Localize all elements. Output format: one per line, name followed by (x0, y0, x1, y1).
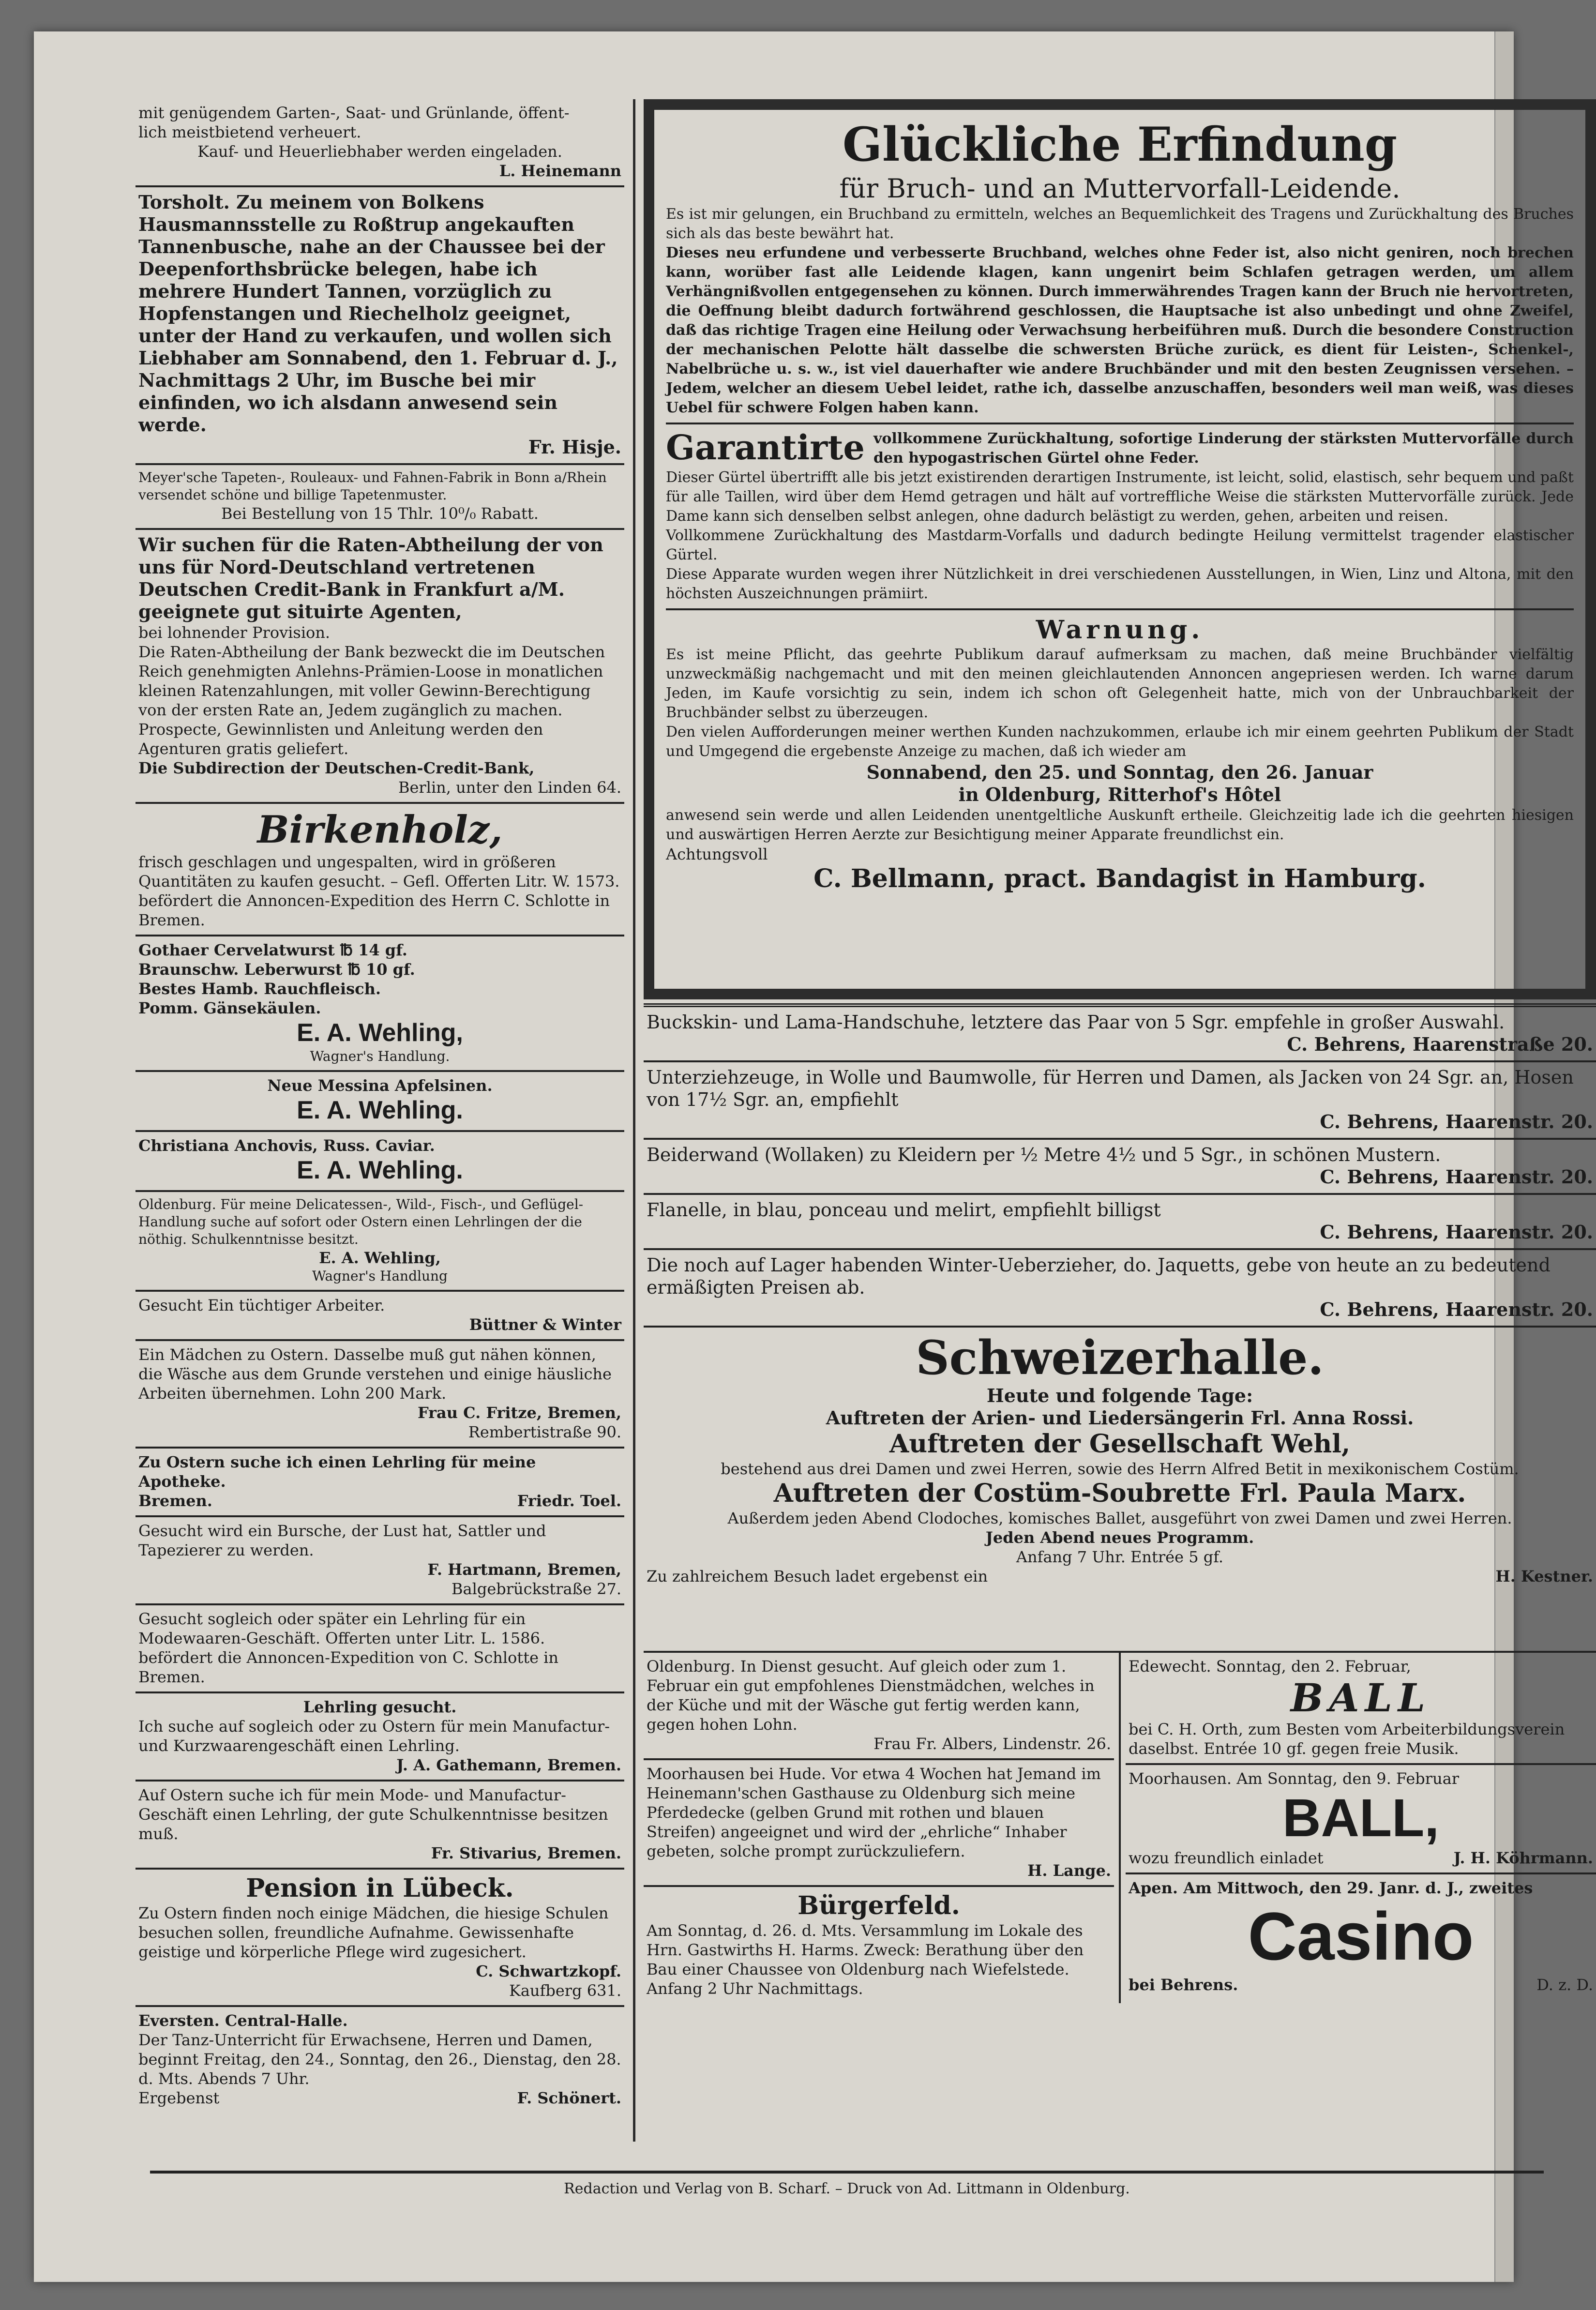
ad-text: Edewecht. Sonntag, den 2. Februar, (1129, 1657, 1411, 1676)
ad-text: Braunschw. Leberwurst ℔ 10 gf. (138, 960, 415, 979)
ad-headline: Eversten. Central-Halle. (138, 2011, 348, 2030)
right-column (644, 99, 1596, 2149)
ad-signature: J. H. Köhrmann. (1453, 1849, 1593, 1867)
ad-text: Wagner's Handlung. (310, 1048, 450, 1064)
ad-headline: BALL (1290, 1675, 1431, 1721)
ad-text: Moorhausen. Am Sonntag, den 9. Februar (1129, 1769, 1460, 1788)
ad-text: lich meistbietend verheuert. (138, 123, 361, 141)
ad-signature: F. Schönert. (517, 2089, 621, 2107)
ad-address: Kaufberg 631. (509, 1981, 621, 2000)
ad-text: Gesucht sogleich oder später ein Lehrling für ein Modewaaren-Geschäft. Offerten unter Litr. L. 1586. befördert die Annoncen-Expedition von C. Schlotte in Bremen. (138, 1610, 559, 1686)
ad-meyer-tapeten (136, 465, 624, 530)
ad-signature: E. A. Wehling, (297, 1019, 463, 1047)
ad-stivarius (136, 1782, 624, 1870)
ad-signature: Frau Fr. Albers, Lindenstr. 26. (873, 1735, 1111, 1753)
rule (666, 423, 1574, 424)
ad-fritze (136, 1341, 624, 1449)
ad-buettner (136, 1292, 624, 1341)
imprint-footer: Redaction und Verlag von B. Scharf. – Druck von Ad. Littmann in Oldenburg. (150, 2171, 1544, 2197)
ad-headline: BALL, (1282, 1788, 1439, 1848)
bottom-grid (644, 1653, 1596, 2003)
ad-text: Die Raten-Abtheilung der Bank bezweckt die im Deutschen Reich genehmigten Anlehns-Prämien-Loose in monatlichen kleinen Ratenzahlungen, mit voller Gewinn-Berechtigung von der ersten Rate an, Jedem zugänglich zu machen. Prospecte, Gewinnlisten und Anleitung werden den Agenturen gratis geliefert. (138, 643, 605, 758)
ad-signature: Die Subdirection der Deutschen-Credit-Bank, (138, 759, 535, 777)
bottom-left (644, 1653, 1121, 2003)
ad-text: Auf Ostern suche ich für mein Mode- und Manufactur-Geschäft einen Lehrling, der gute Schulkenntnisse besitzen muß. (138, 1786, 608, 1843)
ad-headline: Garantirte (666, 427, 865, 468)
ad-schweizerhalle (644, 1328, 1596, 1653)
ad-behrens-4 (644, 1195, 1596, 1250)
ad-text: Ergebenst (138, 2089, 220, 2107)
ad-text: Bestes Hamb. Rauchfleisch. (138, 980, 381, 998)
ad-wehling-4 (136, 1192, 624, 1292)
rule (666, 608, 1574, 610)
ad-text: Auftreten der Arien- und Liedersängerin Frl. Anna Rossi. (826, 1407, 1414, 1429)
ad-headline: Warnung. (1036, 615, 1204, 645)
ad-text: bei C. H. Orth, zum Besten vom Arbeiterbildungsverein daselbst. Entrée 10 gf. gegen freie Musik. (1129, 1720, 1565, 1758)
ad-signature: E. A. Wehling, (319, 1249, 441, 1267)
ad-text: frisch geschlagen und ungespalten, wird in größeren Quantitäten zu kaufen gesucht. – Gefl. Offerten Litr. W. 1573. befördert die Annoncen-Expedition des Herrn C. Schlotte in Bremen. (138, 853, 620, 929)
ad-text: bei Behrens. (1129, 1976, 1238, 1994)
ad-text: mit genügendem Garten-, Saat- und Grünlande, öffent- (138, 104, 570, 122)
ad-text: Gothaer Cervelatwurst ℔ 14 gf. (138, 941, 407, 959)
ad-casino (1126, 1874, 1596, 1999)
ad-text: Auftreten der Costüm-Soubrette Frl. Paula Marx. (773, 1479, 1466, 1508)
ad-hartmann (136, 1517, 624, 1605)
ad-behrens-3 (644, 1140, 1596, 1195)
ad-hisje (136, 187, 624, 465)
ad-text: Gesucht wird ein Bursche, der Lust hat, Sattler und Tapezierer zu werden. (138, 1522, 546, 1559)
ad-ball-edewecht (1126, 1653, 1596, 1765)
ad-signature: C. Behrens, Haarenstr. 20. (1320, 1111, 1593, 1132)
ad-text: Pomm. Gänsekäulen. (138, 999, 321, 1017)
ad-signature: Frau C. Fritze, Bremen, (418, 1404, 621, 1422)
ad-text: Unterziehzeuge, in Wolle und Baumwolle, für Herren und Damen, als Jacken von 24 Sgr. an, Hosen von 17½ Sgr. an, empfiehlt (647, 1067, 1574, 1110)
ad-headline: Bürgerfeld. (798, 1891, 960, 1920)
ad-toel (136, 1449, 624, 1517)
ad-text: Flanelle, in blau, ponceau und melirt, empfiehlt billigst (647, 1199, 1161, 1221)
ad-text: bestehend aus drei Damen und zwei Herren, sowie des Herrn Alfred Betit in mexikonischem Costüm. (721, 1460, 1519, 1478)
ad-heinemann (136, 99, 624, 187)
ad-signature: H. Lange. (1027, 1861, 1111, 1880)
ad-text: Bei Bestellung von 15 Thlr. 10⁰/₀ Rabatt. (221, 504, 539, 523)
ad-text: Kauf- und Heuerliebhaber werden eingeladen. (197, 142, 562, 161)
ad-text: bei lohnender Provision. (138, 623, 331, 642)
ad-headline: Lehrling gesucht. (303, 1698, 457, 1716)
ad-text: Achtungsvoll (666, 845, 768, 863)
ad-pension (136, 1870, 624, 2007)
ad-address: Berlin, unter den Linden 64. (398, 778, 621, 797)
ad-buergerfeld (644, 1887, 1114, 2003)
ad-signature: E. A. Wehling. (297, 1156, 463, 1184)
ad-signature: F. Hartmann, Bremen, (427, 1560, 621, 1579)
ad-text: Apen. Am Mittwoch, den 29. Janr. d. J., zweites (1129, 1879, 1533, 1897)
ad-headline: Birkenholz, (257, 808, 503, 852)
ad-text: Außerdem jeden Abend Clodoches, komisches Ballet, ausgeführt von zwei Damen und zwei Herren. (727, 1509, 1512, 1527)
ad-headline: Pension in Lübeck. (246, 1873, 514, 1903)
ad-wehling-1 (136, 936, 624, 1072)
ad-signature: D. z. D. (1536, 1976, 1593, 1994)
ad-text: vollkommene Zurückhaltung, sofortige Linderung der stärksten Muttervorfälle durch den hypogastrischen Gürtel ohne Feder. (873, 430, 1574, 467)
ad-signature: H. Kestner. (1495, 1567, 1593, 1585)
ad-address: Rembertistraße 90. (468, 1423, 621, 1441)
ad-text: Dieses neu erfundene und verbesserte Bruchband, welches ohne Feder ist, also nicht geniren, noch brechen kann, worüber fast alle Leidende klagen, kann ungenirt beim Schlafen getragen werden, um allem Verhängnißvollen entgegensehen zu können. Durch immerwährendes Tragen kann der Bruch nie hervortreten, die Oeffnung bleibt dadurch fortwährend geschlossen, die Hauptsache ist also unbedingt und ohne Zweifel, daß das richtige Tragen eine Heilung oder Verwachsung herbeiführen muß. Durch die besondere Construction der mechanischen Pelotte hält dasselbe die schwersten Brüche zurück, es dient für Leisten-, Schenkel-, Nabelbrüche u. s. w., ist viel dauerhafter wie andere Bruchbänder und mit den besten Zeugnissen versehen. – Jedem, welcher an diesem Uebel leidet, rathe ich, dasselbe anzuschaffen, besonders weil man weiß, was dieses Uebel für schwere Folgen haben kann. (666, 244, 1574, 416)
ad-lange (644, 1760, 1114, 1887)
ad-behrens-1 (644, 1007, 1596, 1062)
ad-text: Es ist mir gelungen, ein Bruchband zu ermitteln, welches an Bequemlichkeit des Tragens und Zurückhaltung des Bruches sich als das beste bewährt hat. (666, 206, 1574, 242)
ad-text: Oldenburg. In Dienst gesucht. Auf gleich oder zum 1. Februar ein gut empfohlenes Dienstmädchen, welches in der Küche und mit der Wäsche gut fertig werden kann, gegen hohen Lohn. (647, 1657, 1095, 1734)
ad-modewaaren (136, 1605, 624, 1693)
ad-headline: Wir suchen für die Raten-Abtheilung der von uns für Nord-Deutschland vertretenen Deutschen Credit-Bank in Frankfurt a/M. geeignete gut situirte Agenten, (138, 534, 603, 622)
ad-wehling-3 (136, 1132, 624, 1192)
ad-text: Moorhausen bei Hude. Vor etwa 4 Wochen hat Jemand im Heinemann'schen Gasthause zu Oldenburg sich meine Pferdedecke (gelben Grund mit rothen und blauen Streifen) angeeignet und wird der „ehrliche“ Inhaber gebeten, solche prompt zurückzuliefern. (647, 1765, 1101, 1860)
ad-text: Auftreten der Gesellschaft Wehl, (889, 1429, 1351, 1459)
ad-albers (644, 1653, 1114, 1760)
column-divider (633, 99, 635, 2142)
ad-address: Balgebrückstraße 27. (452, 1580, 621, 1598)
ad-text: Gesucht Ein tüchtiger Arbeiter. (138, 1296, 385, 1314)
ad-text: Beiderwand (Wollaken) zu Kleidern per ½ Metre 4½ und 5 Sgr., in schönen Mustern. (647, 1144, 1441, 1165)
ad-text: wozu freundlich einladet (1129, 1849, 1324, 1867)
ad-credit-bank (136, 530, 624, 804)
ad-place: Bremen. (138, 1492, 212, 1510)
feature-title: Glückliche Erfindung (842, 117, 1398, 172)
ad-text: Christiana Anchovis, Russ. Caviar. (138, 1136, 435, 1155)
ad-bellmann-feature (644, 99, 1596, 999)
ad-text: Ich suche auf sogleich oder zu Ostern für mein Manufactur- und Kurzwaarengeschäft einen Lehrling. (138, 1717, 610, 1755)
ad-signature: Büttner & Winter (469, 1315, 621, 1334)
ad-signature: C. Behrens, Haarenstr. 20. (1320, 1298, 1593, 1320)
ad-text: Meyer'sche Tapeten-, Rouleaux- und Fahnen-Fabrik in Bonn a/Rhein versendet schöne und billige Tapetenmuster. (138, 469, 607, 503)
left-column (136, 99, 624, 2149)
bottom-right (1121, 1653, 1596, 2003)
ad-text: Dieser Gürtel übertrifft alle bis jetzt existirenden derartigen Instrumente, ist leicht, solid, elastisch, sehr bequem und paßt für alle Taillen, wird über dem Hemd getragen und hält auf vortreffliche Weise die stärksten Muttervorfälle zurück. Jede Dame kann sich denselben selbst anlegen, ohne dadurch belästigt zu werden, gehen, arbeiten und reisen. (666, 469, 1574, 525)
ad-text: Die noch auf Lager habenden Winter-Ueberzieher, do. Jaquetts, gebe von heute an zu bedeutend ermäßigten Preisen ab. (647, 1254, 1551, 1298)
newspaper-page (34, 31, 1593, 2282)
ad-text: Anfang 7 Uhr. Entrée 5 gf. (1016, 1548, 1224, 1566)
ad-signature: C. Behrens, Haarenstr. 20. (1320, 1221, 1593, 1243)
ad-signature: E. A. Wehling. (297, 1096, 463, 1124)
ad-text: Der Tanz-Unterricht für Erwachsene, Herren und Damen, beginnt Freitag, den 24., Sonntag, den 26., Dienstag, den 28. d. Mts. Abends 7 Uhr. (138, 2031, 621, 2088)
ad-signature: C. Behrens, Haarenstr. 20. (1320, 1166, 1593, 1188)
ad-text: anwesend sein werde und allen Leidenden unentgeltliche Auskunft ertheile. Gleichzeitig lade ich die geehrten hiesigen und auswärtigen Herren Aerzte zur Besichtigung meiner Apparate freundlichst ein. (666, 807, 1574, 843)
ad-text: Es ist meine Pflicht, das geehrte Publikum darauf aufmerksam zu machen, daß meine Bruchbänder vielfältig unzweckmäßig nachgemacht und mit den meinen gleichlautenden Annoncen angepriesen werden. Ich warne darum Jeden, im Kaufe vorsichtig zu sein, indem ich schon oft Gelegenheit hatte, mich von der Unbrauchbarkeit der Bruchbänder selbst zu überzeugen. (666, 646, 1574, 721)
ad-signature: C. Bellmann, pract. Bandagist in Hamburg. (813, 864, 1426, 893)
ad-birkenholz (136, 804, 624, 936)
ad-text: Jeden Abend neues Programm. (985, 1528, 1254, 1547)
ad-text: Den vielen Aufforderungen meiner werthen Kunden nachzukommen, erlaube ich mir einem geehrten Publikum der Stadt und Umgegend die ergebenste Anzeige zu machen, daß ich wieder am (666, 724, 1574, 760)
ad-text: Zu Ostern finden noch einige Mädchen, die hiesige Schulen besuchen sollen, freundliche Aufnahme. Gewissenhafte geistige und körperliche Pflege wird zugesichert. (138, 1904, 609, 1961)
ad-headline: Schweizerhalle. (916, 1330, 1324, 1385)
ad-text: Heute und folgende Tage: (986, 1385, 1253, 1406)
ad-text: Ein Mädchen zu Ostern. Dasselbe muß gut nähen können, die Wäsche aus dem Grunde verstehen und einige häusliche Arbeiten übernehmen. Lohn 200 Mark. (138, 1345, 612, 1403)
ad-behrens-2 (644, 1062, 1596, 1140)
ad-signature: C. Behrens, Haarenstraße 20. (1287, 1033, 1593, 1055)
ad-gathemann (136, 1693, 624, 1782)
ad-text: Zu Ostern suche ich einen Lehrling für meine Apotheke. (138, 1453, 536, 1491)
ad-central-halle (136, 2007, 624, 2113)
ad-text: Oldenburg. Für meine Delicatessen-, Wild-, Fisch-, und Geflügel-Handlung suche auf sofort oder Ostern einen Lehrlingen der die nöthig. Schulkenntnisse besitzt. (138, 1196, 584, 1247)
ad-text: Vollkommene Zurückhaltung des Mastdarm-Vorfalls und dadurch bedingte Heilung vermittelst tragender elastischer Gürtel. (666, 527, 1574, 563)
ad-text: Wagner's Handlung (312, 1268, 448, 1284)
ad-signature: J. A. Gathemann, Bremen. (396, 1756, 621, 1774)
ad-signature: L. Heinemann (499, 162, 621, 180)
ad-text: Neue Messina Apfelsinen. (267, 1076, 493, 1095)
ad-ball-moorhausen (1126, 1765, 1596, 1874)
ad-text: Diese Apparate wurden wegen ihrer Nützlichkeit in drei verschiedenen Ausstellungen, in Wien, Linz und Altona, mit den höchsten Auszeichnungen prämiirt. (666, 566, 1574, 602)
ad-signature: Friedr. Toel. (517, 1492, 621, 1510)
ad-place: in Oldenburg, Ritterhof's Hôtel (958, 784, 1281, 805)
ad-date: Sonnabend, den 25. und Sonntag, den 26. Januar (866, 761, 1373, 783)
ad-signature: Fr. Stivarius, Bremen. (431, 1844, 621, 1862)
ad-text: Torsholt. Zu meinem von Bolkens Hausmannsstelle zu Roßtrup angekauften Tannenbusche, nahe an der Chaussee bei der Deepenforthsbrücke belegen, habe ich mehrere Hundert Tannen, vorzüglich zu Hopfenstangen und Riechelholz geeignet, unter der Hand zu verkaufen, und wollen sich Liebhaber am Sonnabend, den 1. Februar d. J., Nachmittags 2 Uhr, im Busche bei mir einfinden, wo ich alsdann anwesend sein werde. (138, 191, 618, 436)
ad-headline: Casino (1248, 1898, 1474, 1974)
ad-signature: C. Schwartzkopf. (476, 1962, 621, 1980)
ad-signature: Fr. Hisje. (528, 436, 621, 458)
feature-subtitle: für Bruch- und an Muttervorfall-Leidende. (839, 173, 1400, 204)
ad-text: Buckskin- und Lama-Handschuhe, letztere das Paar von 5 Sgr. empfehle in großer Auswahl. (647, 1012, 1505, 1033)
ad-text: Zu zahlreichem Besuch ladet ergebenst ein (647, 1567, 988, 1585)
ad-text: Am Sonntag, d. 26. d. Mts. Versammlung im Lokale des Hrn. Gastwirths H. Harms. Zweck: Berathung über den Bau einer Chaussee von Oldenburg nach Wiefelstede. Anfang 2 Uhr Nachmittags. (647, 1921, 1084, 1998)
ad-wehling-2 (136, 1072, 624, 1132)
ad-behrens-5 (644, 1250, 1596, 1328)
